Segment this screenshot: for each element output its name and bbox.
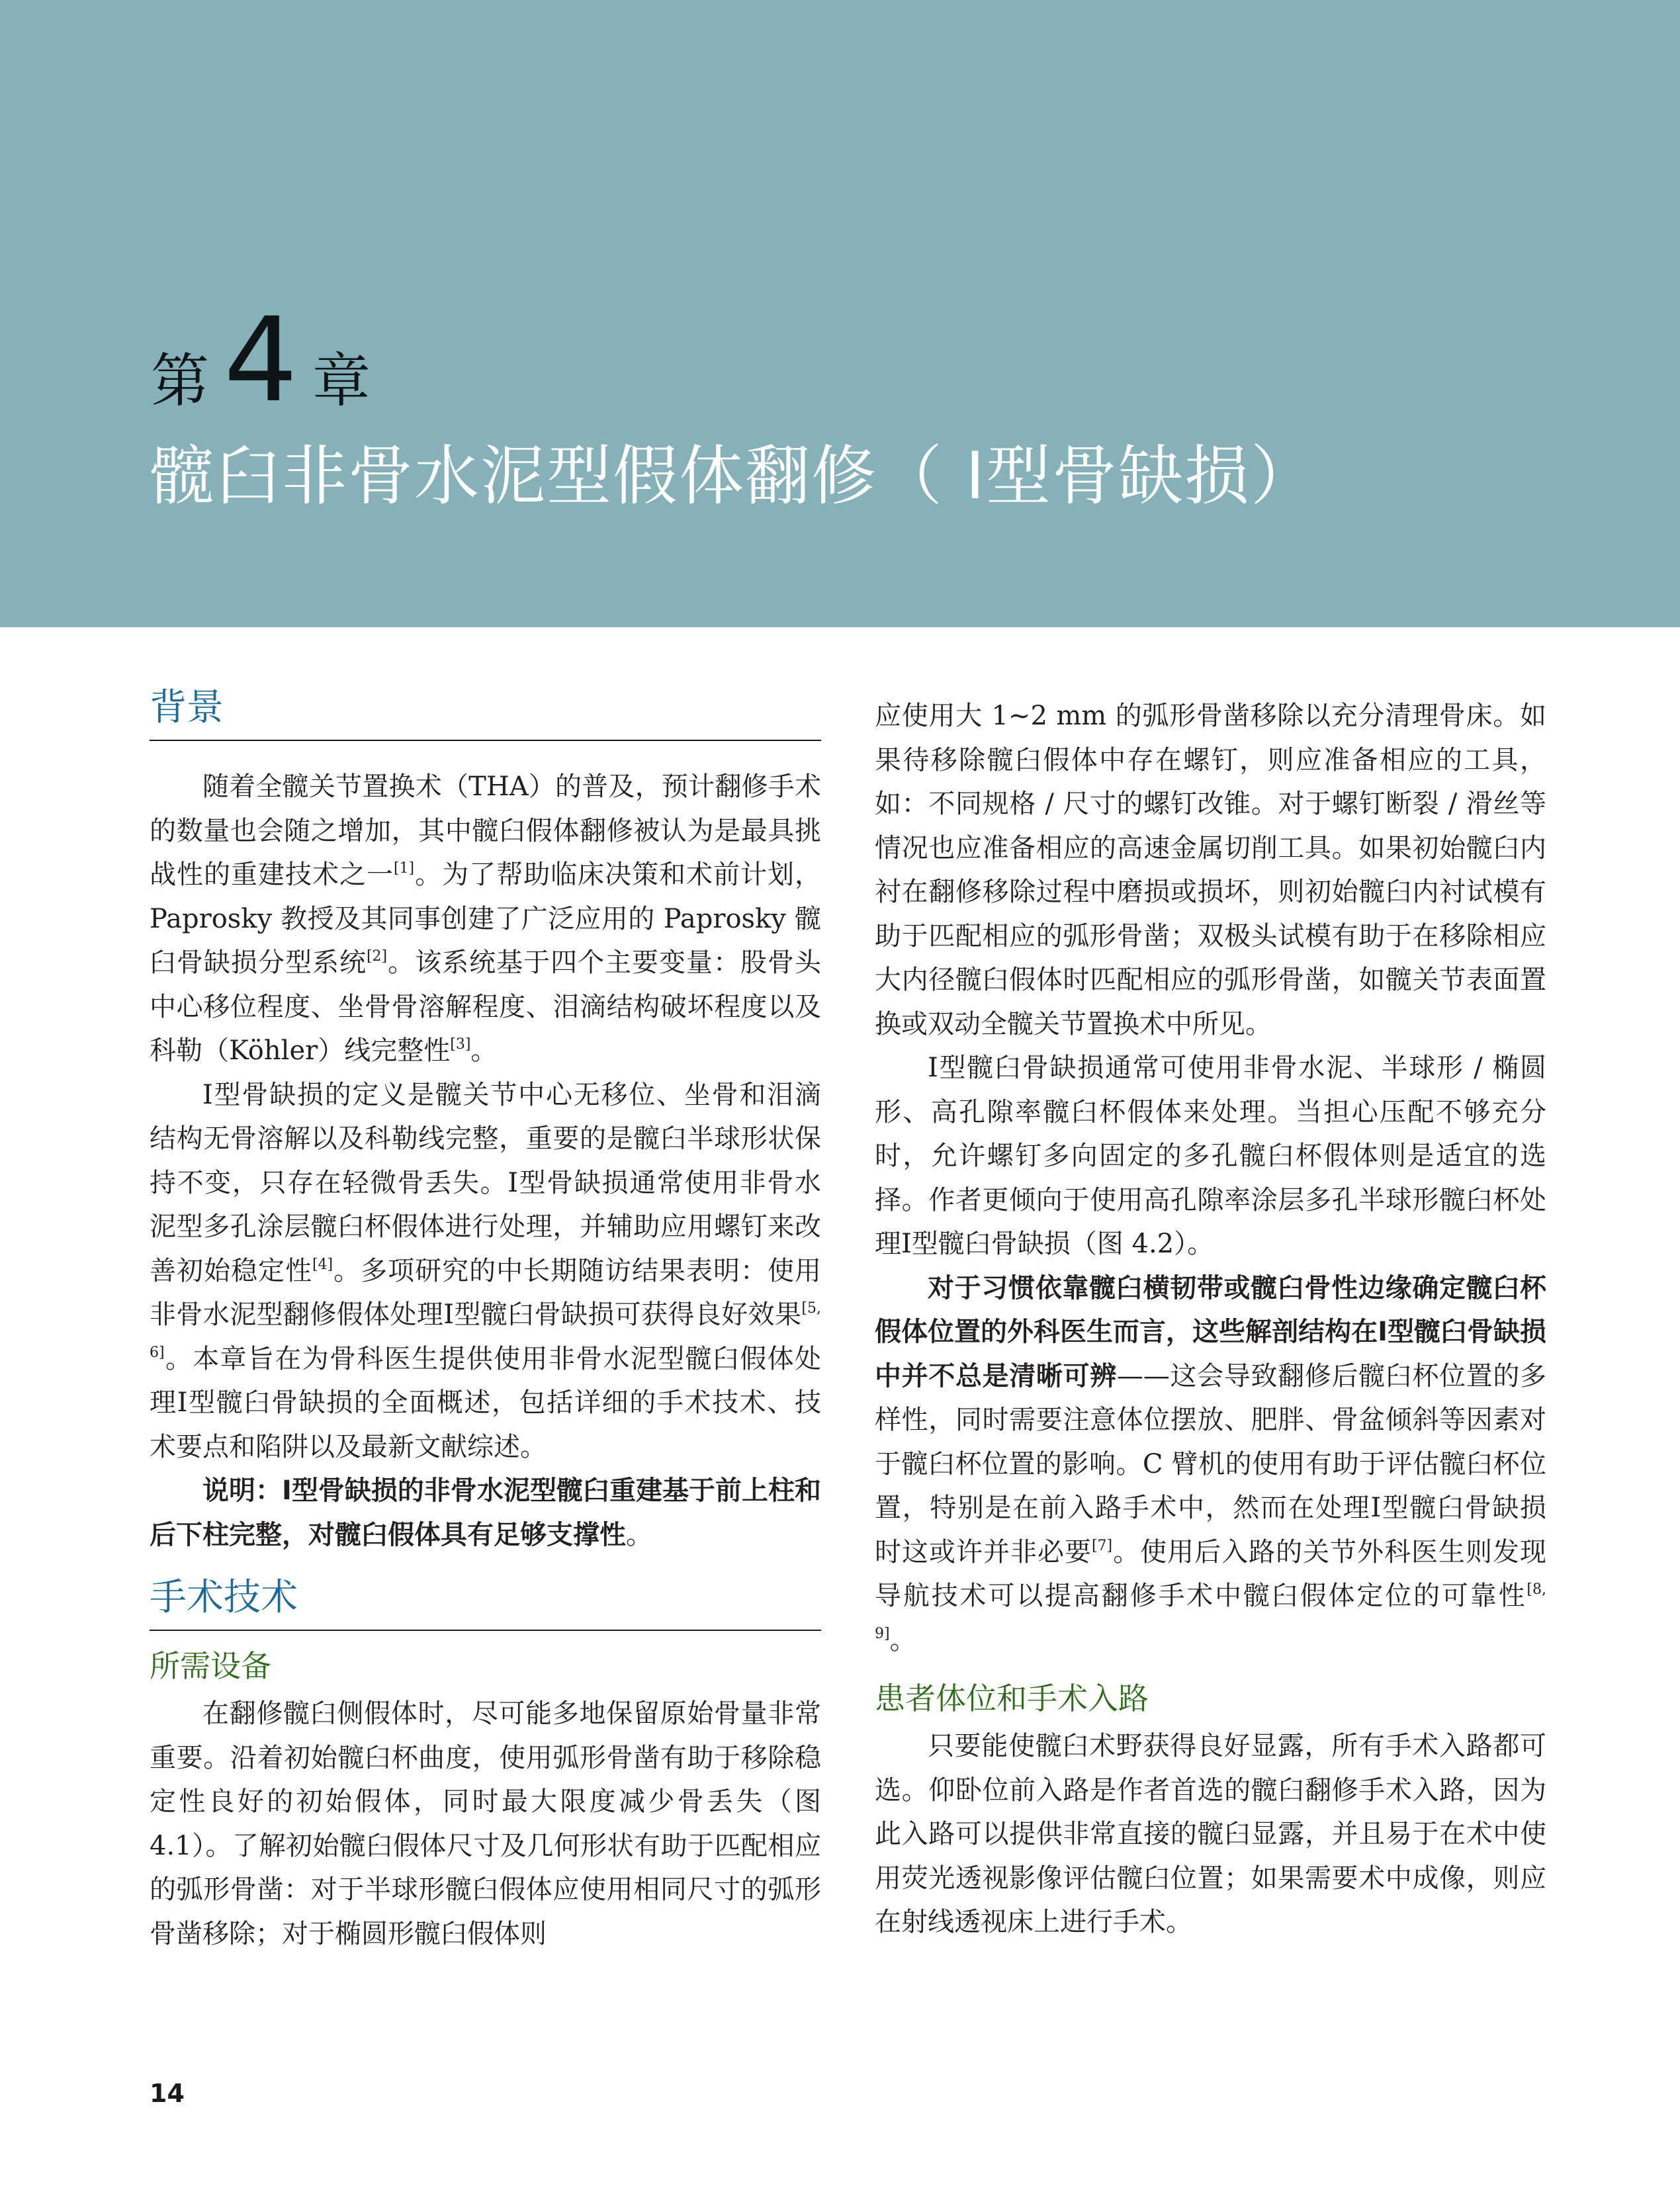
subsection-heading-positioning: 患者体位和手术入路 xyxy=(875,1681,1149,1716)
citation: [1] xyxy=(393,860,415,877)
chapter-title: 髋臼非骨水泥型假体翻修（ Ⅰ型骨缺损） xyxy=(150,439,1317,514)
paragraph-background-1: 随着全髋关节置换术（THA）的普及，预计翻修手术的数量也会随之增加，其中髋臼假体翻修被认为是最具挑战性的重建技术之一[1]。为了帮助临床决策和术前计划，Paprosky 教授及其同事创建了广泛应用的 Paprosky 髋臼骨缺损分型系统[2]。该系统基于四个主要变量：股骨头中心移位程度、坐骨骨溶解程度、泪滴结构破坏程度以及科勒（Köhler）线完整性[3]。 xyxy=(150,771,822,1066)
right-column xyxy=(875,694,1546,1945)
paragraph-cup-choice: Ⅰ型髋臼骨缺损通常可使用非骨水泥、半球形 / 椭圆形、高孔隙率髋臼杯假体来处理。当担心压配不够充分时，允许螺钉多向固定的多孔髋臼杯假体则是适宜的选择。作者更倾向于使用高孔隙率涂层多孔半球形髋臼杯处理Ⅰ型髋臼骨缺损（图 4.2）。 xyxy=(875,1053,1546,1259)
chapter-label xyxy=(151,292,371,428)
citation: [3] xyxy=(450,1036,471,1053)
chapter-banner xyxy=(0,0,1680,627)
paragraph-positioning: 只要能使髋臼术野获得良好显露，所有手术入路都可选。仰卧位前入路是作者首选的髋臼翻修手术入路，因为此入路可以提供非常直接的髋臼显露，并且易于在术中使用荧光透视影像评估髋臼位置；如果需要术中成像，则应在射线透视床上进行手术。 xyxy=(875,1731,1546,1937)
paragraph-equipment-cont: 应使用大 1~2 mm 的弧形骨凿移除以充分清理骨床。如果待移除髋臼假体中存在螺钉，则应准备相应的工具，如：不同规格 / 尺寸的螺钉改锥。对于螺钉断裂 / 滑丝等情况也应准备相应的高速金属切削工具。如果初始髋臼内衬在翻修移除过程中磨损或损坏，则初始髋臼内衬试模有助于匹配相应的弧形骨凿；双极头试模有助于在移除相应大内径髋臼假体时匹配相应的弧形骨凿，如髋关节表面置换或双动全髋关节置换术中所见。 xyxy=(875,701,1546,1039)
section-heading-technique: 手术技术 xyxy=(150,1571,821,1631)
citation: [2] xyxy=(366,948,388,965)
citation: [4] xyxy=(312,1256,333,1273)
citation: [7] xyxy=(1091,1537,1113,1554)
subsection-heading-equipment: 所需设备 xyxy=(150,1648,271,1684)
left-column xyxy=(150,681,821,1956)
note-paragraph: 说明：Ⅰ型骨缺损的非骨水泥型髋臼重建基于前上柱和后下柱完整，对髋臼假体具有足够支撑性。 xyxy=(150,1475,821,1550)
chapter-suffix: 章 xyxy=(312,347,371,415)
paragraph-background-2: Ⅰ型骨缺损的定义是髋关节中心无移位、坐骨和泪滴结构无骨溶解以及科勒线完整，重要的是髋臼半球形状保持不变，只存在轻微骨丢失。Ⅰ型骨缺损通常使用非骨水泥型多孔涂层髋臼杯假体进行处理，并辅助应用螺钉来改善初始稳定性[4]。多项研究的中长期随访结果表明：使用非骨水泥型翻修假体处理Ⅰ型髋臼骨缺损可获得良好效果[5, 6]。本章旨在为骨科医生提供使用非骨水泥型髋臼假体处理Ⅰ型髋臼骨缺损的全面概述，包括详细的手术技术、技术要点和陷阱以及最新文献综述。 xyxy=(150,1079,822,1462)
citation: [5, 6] xyxy=(150,1300,821,1361)
page-number: 14 xyxy=(150,2079,185,2108)
chapter-number: 4 xyxy=(224,292,298,428)
citation: [8, 9] xyxy=(875,1581,1546,1642)
paragraph-cup-position: 对于习惯依靠髋臼横韧带或髋臼骨性边缘确定髋臼杯假体位置的外科医生而言，这些解剖结构在Ⅰ型髋臼骨缺损中并不总是清晰可辨——这会导致翻修后髋臼杯位置的多样性，同时需要注意体位摆放、肥胖、骨盆倾斜等因素对于髋臼杯位置的影响。C 臂机的使用有助于评估髋臼杯位置，特别是在前入路手术中，然而在处理Ⅰ型髋臼骨缺损时这或许并非必要[7]。使用后入路的关节外科医生则发现导航技术可以提高翻修手术中髋臼假体定位的可靠性[8, 9]。 xyxy=(875,1272,1547,1655)
section-heading-background: 背景 xyxy=(150,681,821,741)
chapter-prefix: 第 xyxy=(151,347,210,415)
paragraph-equipment: 在翻修髋臼侧假体时，尽可能多地保留原始骨量非常重要。沿着初始髋臼杯曲度，使用弧形骨凿有助于移除稳定性良好的初始假体，同时最大限度减少骨丢失（图 4.1）。了解初始髋臼假体尺寸及几何形状有助于匹配相应的弧形骨凿：对于半球形髋臼假体应使用相同尺寸的弧形骨凿移除；对于椭圆形髋臼假体则 xyxy=(150,1698,821,1949)
